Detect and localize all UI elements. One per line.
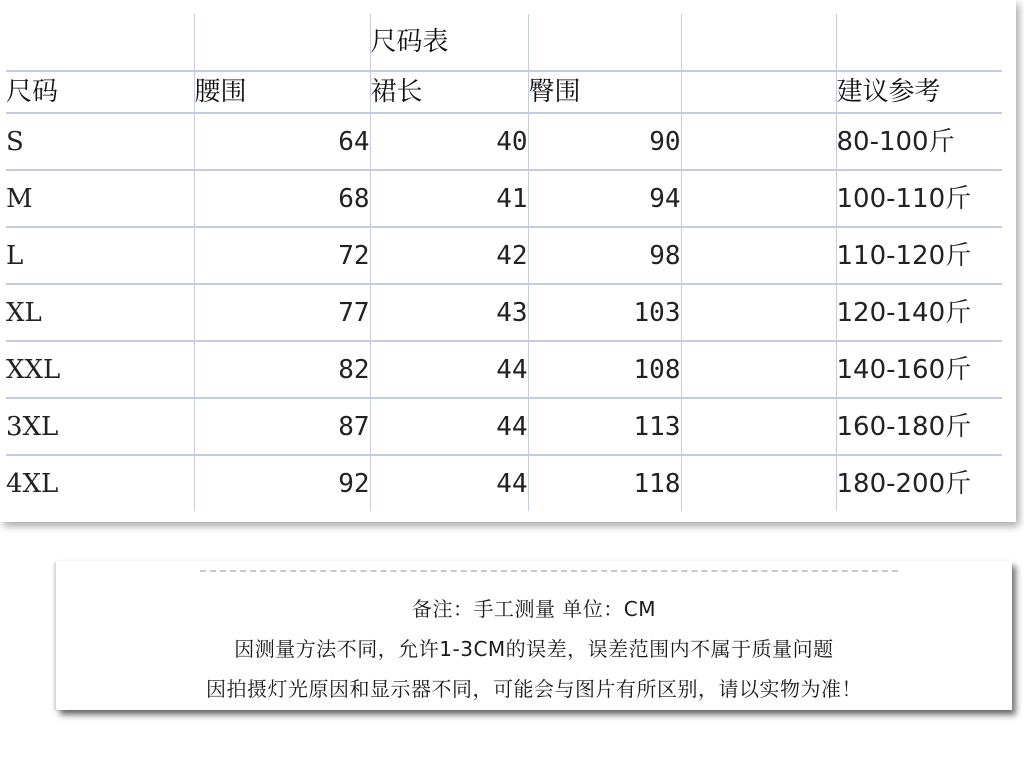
length-cell: 40	[370, 113, 528, 170]
table-title-row	[6, 14, 1002, 71]
header-blank	[681, 71, 836, 113]
table-row	[6, 227, 1002, 284]
recommend-weight-cell: 100-110斤	[836, 170, 1002, 227]
recommend-weight-cell: 180-200斤	[836, 468, 972, 499]
length-cell: 44	[370, 341, 528, 398]
header-size: 尺码	[6, 71, 194, 113]
hip-cell: 118	[528, 455, 681, 511]
blank-cell	[681, 227, 836, 284]
notes-box	[56, 561, 1012, 710]
header-recommend: 建议参考	[836, 71, 1002, 113]
size-cell: L	[6, 227, 194, 284]
table-row	[6, 341, 1002, 398]
title-cell-empty	[836, 14, 1002, 71]
hip-cell: 90	[528, 113, 681, 170]
blank-cell	[681, 455, 836, 511]
title-cell-empty	[681, 14, 836, 71]
size-cell: XL	[6, 284, 194, 341]
hip-cell: 94	[528, 170, 681, 227]
header-hip: 臀围	[528, 71, 681, 113]
note-measurement-unit: 备注：手工测量 单位：CM	[411, 597, 657, 621]
length-cell: 42	[370, 227, 528, 284]
table-row	[6, 455, 1002, 511]
hip-cell: 98	[528, 227, 681, 284]
hip-cell: 103	[528, 284, 681, 341]
hip-cell: 108	[528, 341, 681, 398]
size-cell: 4XL	[6, 455, 194, 511]
recommend-weight-cell: 160-180斤	[836, 398, 1002, 455]
title-cell-empty	[194, 14, 370, 71]
waist-cell: 77	[194, 284, 370, 341]
recommend-weight-cell: 120-140斤	[836, 284, 1002, 341]
waist-cell: 82	[194, 341, 370, 398]
waist-cell: 87	[194, 398, 370, 455]
waist-cell: 72	[194, 227, 370, 284]
note-tolerance: 因测量方法不同，允许1-3CM的误差，误差范围内不属于质量问题	[234, 637, 834, 661]
blank-cell	[681, 341, 836, 398]
header-waist: 腰围	[194, 71, 370, 113]
recommend-weight-cell: 80-100斤	[836, 113, 1002, 170]
header-length: 裙长	[370, 71, 528, 113]
blank-cell	[681, 398, 836, 455]
table-row	[6, 170, 1002, 227]
size-cell: XXL	[6, 341, 194, 398]
size-cell: S	[6, 113, 194, 170]
hip-cell: 113	[528, 398, 681, 455]
table-title: 尺码表	[370, 14, 528, 71]
size-chart-table	[6, 14, 1002, 511]
waist-cell: 64	[194, 113, 370, 170]
table-row	[6, 113, 1002, 170]
length-cell: 43	[370, 284, 528, 341]
title-cell-empty	[6, 14, 194, 71]
length-cell: 41	[370, 170, 528, 227]
recommend-weight-cell: 110-120斤	[836, 227, 1002, 284]
length-cell: 44	[370, 398, 528, 455]
waist-cell: 92	[194, 455, 370, 511]
table-row	[6, 398, 1002, 455]
size-cell: M	[6, 170, 194, 227]
blank-cell	[681, 170, 836, 227]
note-color-disclaimer: 因拍摄灯光原因和显示器不同，可能会与图片有所区别，请以实物为准！	[206, 677, 862, 701]
size-cell: 3XL	[6, 398, 194, 455]
blank-cell	[681, 284, 836, 341]
waist-cell: 68	[194, 170, 370, 227]
table-row	[6, 284, 1002, 341]
recommend-weight-cell: 140-160斤	[836, 341, 1002, 398]
title-cell-empty	[528, 14, 681, 71]
length-cell: 44	[370, 455, 528, 511]
blank-cell	[681, 113, 836, 170]
table-header-row	[6, 71, 1002, 113]
dashed-divider	[200, 570, 898, 572]
